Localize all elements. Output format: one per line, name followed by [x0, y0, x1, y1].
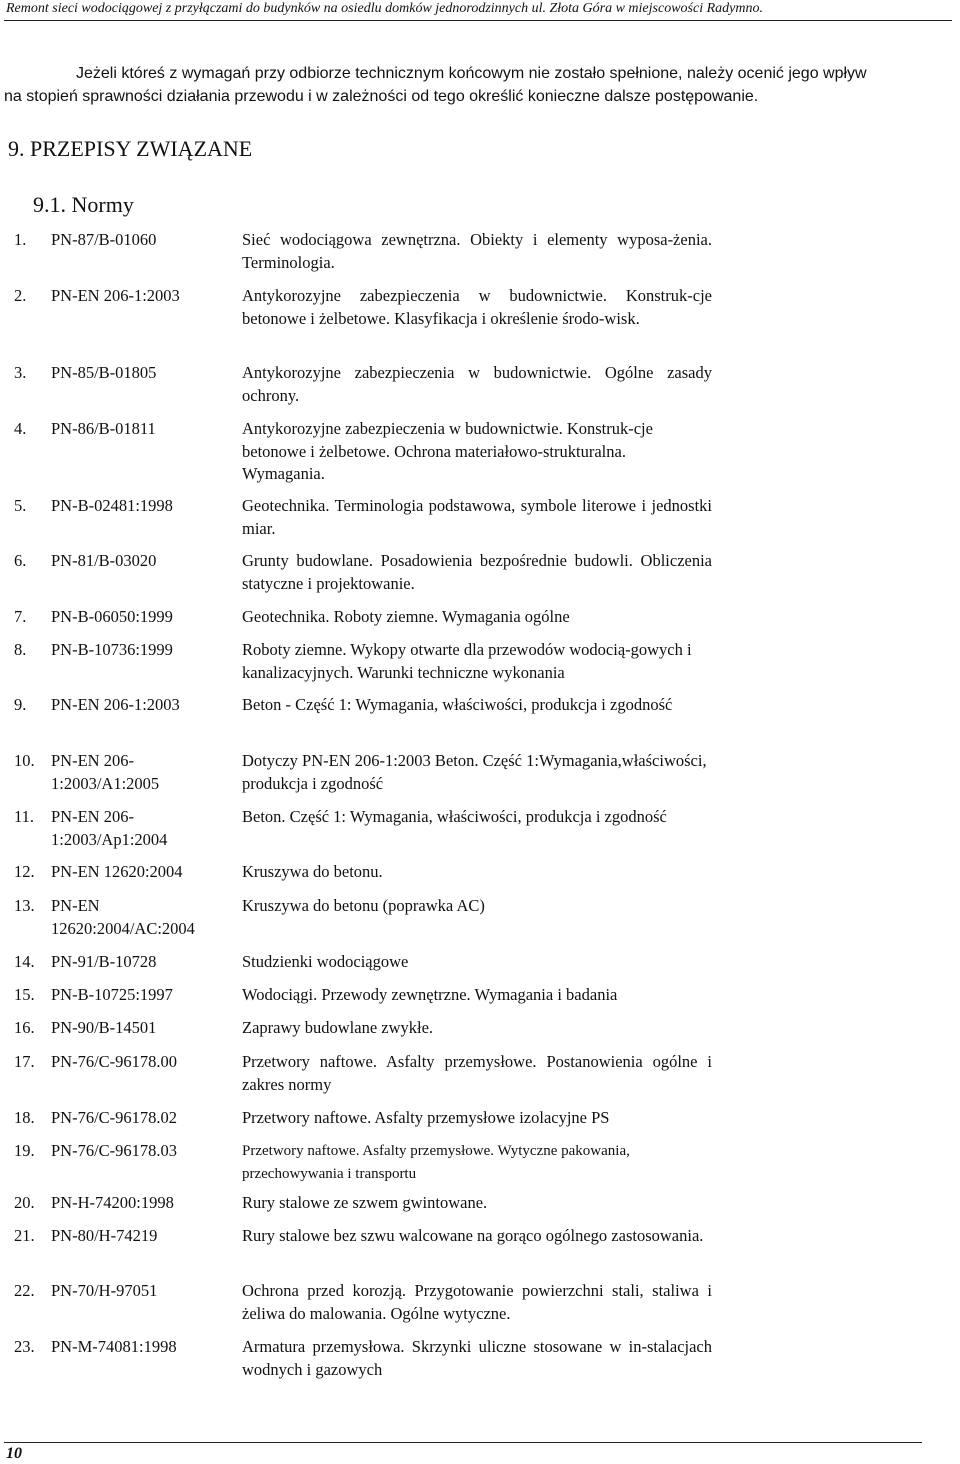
norm-number: 15.	[14, 985, 35, 1004]
norm-description: Przetwory naftowe. Asfalty przemysłowe. Postanowienia ogólne i zakres normy	[242, 1052, 712, 1094]
norm-number: 20.	[14, 1193, 35, 1212]
norm-description: Geotechnika. Roboty ziemne. Wymagania ogólne	[242, 607, 570, 626]
norm-code: PN-H-74200:1998	[51, 1193, 174, 1212]
norm-description: Rury stalowe bez szwu walcowane na gorąco ogólnego zastosowania.	[242, 1226, 704, 1245]
norm-code: PN-B-10725:1997	[51, 985, 173, 1004]
norm-description: Sieć wodociągowa zewnętrzna. Obiekty i elementy wyposa-żenia. Terminologia.	[242, 230, 712, 272]
section-title: 9. PRZEPISY ZWIĄZANE	[8, 136, 253, 161]
norm-description: Beton. Część 1: Wymagania, właściwości, produkcja i zgodność	[242, 807, 667, 826]
norm-code: PN-91/B-10728	[51, 952, 157, 971]
norm-number: 9.	[14, 695, 27, 714]
norm-description: Grunty budowlane. Posadowienia bezpośrednie budowli. Obliczenia statyczne i projektowanie.	[242, 551, 712, 593]
intro-line-2: na stopień sprawności działania przewodu i w zależności od tego określić konieczne dalsze postępowanie.	[4, 88, 759, 105]
norm-code: PN-70/H-97051	[51, 1281, 158, 1300]
footer-divider	[4, 1442, 922, 1443]
norm-code: PN-EN 206-1:2003	[51, 286, 180, 305]
norm-code: PN-86/B-01811	[51, 419, 156, 438]
norm-number: 8.	[14, 640, 27, 659]
norm-number: 4.	[14, 419, 27, 438]
header-divider	[4, 20, 952, 21]
intro-paragraph	[4, 62, 952, 108]
norm-description: Antykorozyjne zabezpieczenia w budownictwie. Konstruk-cje betonowe i żelbetowe. Klasyfikacja i określenie środo-wisk.	[242, 286, 712, 328]
norm-code: PN-85/B-01805	[51, 363, 157, 382]
norm-number: 18.	[14, 1108, 35, 1127]
norm-number: 10.	[14, 751, 35, 770]
norm-number: 12.	[14, 862, 35, 881]
norm-code: PN-76/C-96178.03	[51, 1141, 178, 1160]
norm-code: PN-M-74081:1998	[51, 1337, 177, 1356]
norm-description: Dotyczy PN-EN 206-1:2003 Beton. Część 1:Wymagania,właściwości, produkcja i zgodność	[242, 751, 707, 793]
norm-code: PN-81/B-03020	[51, 551, 157, 570]
norm-number: 7.	[14, 607, 27, 626]
norm-number: 3.	[14, 363, 27, 382]
intro-line-1: Jeżeli któreś z wymagań przy odbiorze technicznym końcowym nie zostało spełnione, należy ocenić jego wpływ	[76, 65, 867, 82]
norm-description: Przetwory naftowe. Asfalty przemysłowe. Wytyczne pakowania, przechowywania i transportu	[242, 1143, 630, 1182]
norm-description: Zaprawy budowlane zwykłe.	[242, 1018, 434, 1037]
norm-code: PN-B-06050:1999	[51, 607, 173, 626]
norm-number: 14.	[14, 952, 35, 971]
norm-number: 17.	[14, 1052, 35, 1071]
norm-code: PN-B-02481:1998	[51, 496, 173, 515]
norm-code: PN-EN 12620:2004/AC:2004	[51, 896, 195, 938]
subsection-title: 9.1. Normy	[33, 192, 134, 217]
norm-code: PN-90/B-14501	[51, 1018, 157, 1037]
norm-number: 6.	[14, 551, 27, 570]
norm-code: PN-87/B-01060	[51, 230, 157, 249]
norm-number: 11.	[14, 807, 35, 826]
norm-description: Kruszywa do betonu (poprawka AC)	[242, 896, 485, 915]
norm-number: 16.	[14, 1018, 35, 1037]
norm-description: Wodociągi. Przewody zewnętrzne. Wymagania i badania	[242, 985, 618, 1004]
norm-number: 21.	[14, 1226, 35, 1245]
norm-code: PN-76/C-96178.02	[51, 1108, 178, 1127]
norm-number: 5.	[14, 496, 27, 515]
norm-number: 23.	[14, 1337, 35, 1356]
norm-code: PN-76/C-96178.00	[51, 1052, 178, 1071]
norm-description: Rury stalowe ze szwem gwintowane.	[242, 1193, 488, 1212]
norm-code: PN-EN 12620:2004	[51, 862, 183, 881]
norm-code: PN-EN 206-1:2003	[51, 695, 180, 714]
norm-code: PN-EN 206-1:2003/Ap1:2004	[51, 807, 168, 849]
page-number: 10	[6, 1445, 22, 1462]
norm-description: Przetwory naftowe. Asfalty przemysłowe izolacyjne PS	[242, 1108, 610, 1127]
norm-number: 22.	[14, 1281, 35, 1300]
norm-number: 19.	[14, 1141, 35, 1160]
norm-description: Kruszywa do betonu.	[242, 862, 383, 881]
norm-number: 13.	[14, 896, 35, 915]
norm-description: Antykorozyjne zabezpieczenia w budownictwie. Ogólne zasady ochrony.	[242, 363, 712, 405]
norm-code: PN-EN 206-1:2003/A1:2005	[51, 751, 160, 793]
running-header: Remont sieci wodociągowej z przyłączami do budynków na osiedlu domków jednorodzinnych ul. Złota Góra w miejscowości Radymno.	[6, 1, 763, 16]
norm-code: PN-80/H-74219	[51, 1226, 158, 1245]
norm-description: Beton - Część 1: Wymagania, właściwości, produkcja i zgodność	[242, 695, 673, 714]
norm-description: Roboty ziemne. Wykopy otwarte dla przewodów wodocią-gowych i kanalizacyjnych. Warunki techniczne wykonania	[242, 640, 692, 682]
norm-description: Armatura przemysłowa. Skrzynki uliczne stosowane w in-stalacjach wodnych i gazowych	[242, 1337, 712, 1379]
norm-description: Ochrona przed korozją. Przygotowanie powierzchni stali, staliwa i żeliwa do malowania. Ogólne wytyczne.	[242, 1281, 712, 1323]
norm-description: Antykorozyjne zabezpieczenia w budownictwie. Konstruk-cje betonowe i żelbetowe. Ochrona materiałowo-strukturalna. Wymagania.	[242, 419, 653, 483]
norm-number: 1.	[14, 230, 27, 249]
norm-description: Studzienki wodociągowe	[242, 952, 409, 971]
norm-number: 2.	[14, 286, 27, 305]
norm-description: Geotechnika. Terminologia podstawowa, symbole literowe i jednostki miar.	[242, 496, 712, 538]
norm-code: PN-B-10736:1999	[51, 640, 173, 659]
